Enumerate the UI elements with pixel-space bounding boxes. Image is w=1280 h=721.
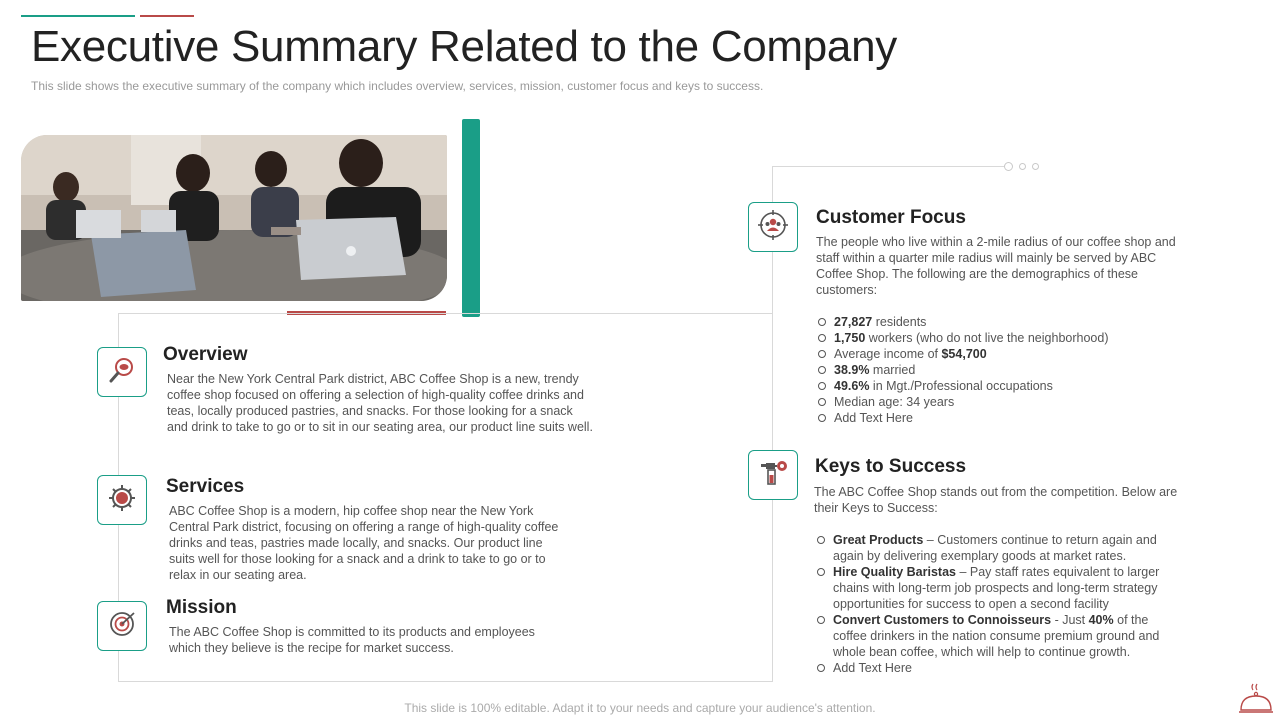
list-item: 38.9% married: [817, 362, 1177, 378]
services-title: Services: [166, 476, 245, 497]
list-item: Average income of $54,700: [817, 346, 1177, 362]
people-target-icon: [757, 209, 789, 246]
footer-note: This slide is 100% editable. Adapt it to your needs and capture your audience's attention.: [404, 701, 876, 715]
list-item: Hire Quality Baristas – Pay staff rates equivalent to larger chains with long-term job prospects and long-term strategy opportunities for success to open a second facility: [816, 564, 1182, 612]
overview-title: Overview: [163, 344, 248, 365]
key-tools-icon: [757, 457, 789, 494]
keys-to-success-title: Keys to Success: [815, 456, 967, 477]
gear-icon: [107, 483, 137, 518]
list-item: 49.6% in Mgt./Professional occupations: [817, 378, 1177, 394]
list-item: Add Text Here: [816, 660, 1182, 676]
customer-focus-text: The people who live within a 2-mile radius of our coffee shop and staff within a quarter mile radius will mainly be served by ABC Coffee Shop. The following are the demographics of these customers:: [816, 235, 1176, 297]
list-item: Convert Customers to Connoisseurs - Just 40% of the coffee drinkers in the nation consume premium ground and whole bean coffee, which will help to continue growth.: [816, 612, 1182, 660]
services-text: ABC Coffee Shop is a modern, hip coffee shop near the New York Central Park district, focusing on offering a range of high-quality coffee drinks and teas, pastries made locally, and snacks. Our product line suits well for those looking for a snack and a drink to take to go or to relax in our seating area.: [169, 504, 559, 582]
customer-focus-list: [817, 314, 1177, 426]
target-icon: [107, 609, 137, 644]
mission-title: Mission: [166, 597, 237, 618]
mission-text: The ABC Coffee Shop is committed to its products and employees which they believe is the recipe for market success.: [169, 625, 535, 655]
keys-to-success-icon-box: [748, 450, 798, 500]
magnifier-icon: [107, 355, 137, 390]
list-item: 27,827 residents: [817, 314, 1177, 330]
team-photo: [21, 135, 447, 301]
top-accent-red: [140, 15, 194, 17]
cloche-icon: [1236, 682, 1276, 716]
overview-text: Near the New York Central Park district, ABC Coffee Shop is a new, trendy coffee shop focused on offering a selection of high-quality coffee drinks and teas, locally produced pastries, and snacks. For those looking for a snack and drink to take to go or to sit in our seating area, our product line suits well.: [167, 372, 593, 434]
services-icon-box: [97, 475, 147, 525]
vertical-accent-bar: [462, 119, 480, 317]
customer-focus-title: Customer Focus: [816, 207, 966, 228]
customer-focus-icon-box: [748, 202, 798, 252]
list-item: Great Products – Customers continue to return again and again by delivering exemplary goods at market rates.: [816, 532, 1182, 564]
keys-to-success-text: The ABC Coffee Shop stands out from the competition. Below are their Keys to Success:: [814, 485, 1178, 515]
keys-to-success-list: [816, 532, 1182, 676]
frame-dot: [1019, 163, 1026, 170]
list-item: Median age: 34 years: [817, 394, 1177, 410]
right-frame-top-line: [772, 166, 1004, 167]
mission-icon-box: [97, 601, 147, 651]
frame-dot: [1032, 163, 1039, 170]
top-accent-teal: [21, 15, 135, 17]
overview-icon-box: [97, 347, 147, 397]
page-title: Executive Summary Related to the Company: [31, 22, 897, 71]
list-item: 1,750 workers (who do not live the neighborhood): [817, 330, 1177, 346]
page-subtitle: This slide shows the executive summary of the company which includes overview, services, mission, customer focus and keys to success.: [31, 79, 764, 93]
list-item: Add Text Here: [817, 410, 1177, 426]
frame-dot: [1004, 162, 1013, 171]
